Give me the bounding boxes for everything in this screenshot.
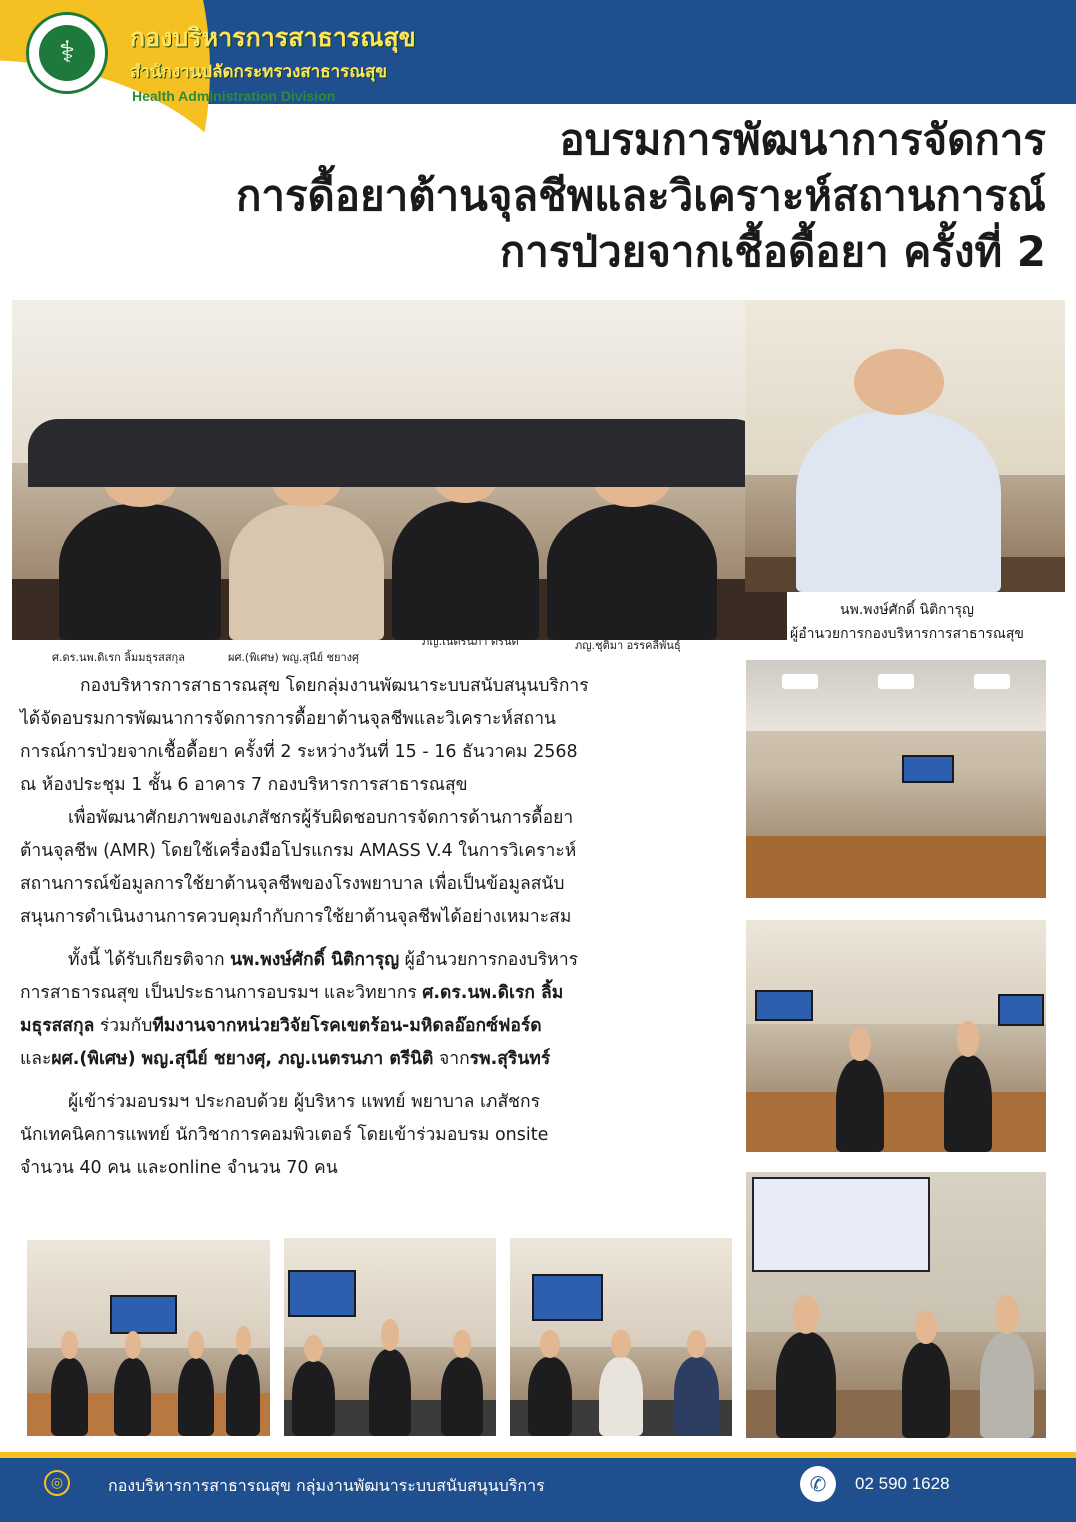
p2-line-3: สถานการณ์ข้อมูลการใช้ยาต้านจุลชีพของโรงพยาบาล เพื่อเป็นข้อมูลสนับ xyxy=(20,874,565,894)
hospital-name-bold: รพ.สุรินทร์ xyxy=(469,1049,551,1069)
caption-speaker-2: ผศ.(พิเศษ) พญ.สุนีย์ ชยางศุ xyxy=(228,651,359,664)
p2-line-1: เพื่อพัฒนาศักยภาพของเภสัชกรผู้รับผิดชอบการจัดการด้านการดื้อยา xyxy=(68,808,574,828)
globe-icon: ◎ xyxy=(44,1470,70,1496)
caption-chair xyxy=(752,598,1062,646)
p3-line-1: ทั้งนี้ ได้รับเกียรติจาก นพ.พงษ์ศักดิ์ นิติการุญ ผู้อำนวยการกองบริหาร xyxy=(68,950,579,970)
co-lecturers-bold: ผศ.(พิเศษ) พญ.สุนีย์ ชยางศุ, ภญ.เนตรนภา ตรีนิติ xyxy=(51,1049,434,1069)
photo-meeting-room-1 xyxy=(746,660,1046,898)
title-line-2: การดื้อยาต้านจุลชีพและวิเคราะห์สถานการณ์ xyxy=(235,171,1046,220)
footer-text: กองบริหารการสาธารณสุข กลุ่มงานพัฒนาระบบสนับสนุนบริการ xyxy=(108,1476,545,1495)
org-name-en: Health Administration Division xyxy=(132,88,336,104)
p4-line-2: นักเทคนิคการแพทย์ นักวิชาการคอมพิวเตอร์ โดยเข้าร่วมอบรม onsite xyxy=(20,1125,549,1145)
org-name-th: กองบริหารการสาธารณสุข xyxy=(130,23,416,52)
p2-line-2: ต้านจุลชีพ (AMR) โดยใช้เครื่องมือโปรแกรม AMASS V.4 ในการวิเคราะห์ xyxy=(20,841,577,861)
photo-team-2 xyxy=(284,1238,496,1436)
speaker-photo-2 xyxy=(229,504,384,640)
team-name-bold: ทีมงานจากหน่วยวิจัยโรคเขตร้อน-มหิดลอ๊อกซ์ฟอร์ด xyxy=(152,1016,542,1036)
title-line-1: อบรมการพัฒนาการจัดการ xyxy=(559,115,1046,164)
lecturer-name-bold: ศ.ดร.นพ.ดิเรก ลิ้ม xyxy=(422,983,564,1003)
p1-line-1: กองบริหารการสาธารณสุข โดยกลุ่มงานพัฒนาระบบสนับสนุนบริการ xyxy=(80,676,589,696)
org-parent-th: สำนักงานปลัดกระทรวงสาธารณสุข xyxy=(130,62,388,82)
caption-speaker-3: ภญ.เนตรนภา ตรีนิติ xyxy=(422,635,519,648)
title-line-3: การป่วยจากเชื้อดื้อยา ครั้งที่ 2 xyxy=(499,227,1046,276)
p3-line-3: มธุรสสกุล ร่วมกับทีมงานจากหน่วยวิจัยโรคเขตร้อน-มหิดลอ๊อกซ์ฟอร์ด xyxy=(20,1016,542,1036)
caption-speaker-4: ภญ.ชุติมา อรรคลีพันธุ์ xyxy=(575,639,681,652)
chair-name-bold: นพ.พงษ์ศักดิ์ นิติการุญ xyxy=(230,950,400,970)
p4-line-3: จำนวน 40 คน และonline จำนวน 70 คน xyxy=(20,1158,338,1178)
ministry-logo-icon: ⚕ xyxy=(26,12,108,94)
group-photo xyxy=(12,300,787,640)
phone-icon: ✆ xyxy=(800,1466,836,1502)
speaker-photo-1 xyxy=(59,504,222,640)
photo-team-1 xyxy=(27,1240,270,1436)
p4-line-1: ผู้เข้าร่วมอบรมฯ ประกอบด้วย ผู้บริหาร แพทย์ พยาบาล เภสัชกร xyxy=(68,1092,541,1112)
caption-chair-title: ผู้อำนวยการกองบริหารการสาธารณสุข xyxy=(790,626,1024,642)
p3-line-2: การสาธารณสุข เป็นประธานการอบรมฯ และวิทยากร ศ.ดร.นพ.ดิเรก ลิ้ม xyxy=(20,983,564,1003)
speaker-photo-3 xyxy=(392,501,539,640)
photo-meeting-room-2 xyxy=(746,920,1046,1152)
p1-line-3: การณ์การป่วยจากเชื้อดื้อยา ครั้งที่ 2 ระหว่างวันที่ 15 - 16 ธันวาคม 2568 xyxy=(20,742,578,762)
photo-team-3 xyxy=(510,1238,732,1436)
speaker-photo-4 xyxy=(547,504,718,640)
footer-phone: 02 590 1628 xyxy=(855,1474,950,1493)
p2-line-4: สนุนการดำเนินงานการควบคุมกำกับการใช้ยาต้านจุลชีพได้อย่างเหมาะสม xyxy=(20,907,572,927)
p1-line-4: ณ ห้องประชุม 1 ชั้น 6 อาคาร 7 กองบริหารการสาธารณสุข xyxy=(20,775,468,795)
photo-online-training xyxy=(746,1172,1046,1438)
chair-photo xyxy=(745,300,1065,592)
p1-line-2: ได้จัดอบรมการพัฒนาการจัดการการดื้อยาต้านจุลชีพและวิเคราะห์สถาน xyxy=(20,709,557,729)
article-body xyxy=(20,670,732,1185)
page-title xyxy=(86,112,1046,280)
caption-chair-name: นพ.พงษ์ศักดิ์ นิติการุญ xyxy=(840,602,974,618)
caption-speaker-1: ศ.ดร.นพ.ดิเรก ลิ้มมธุรสสกุล xyxy=(52,651,185,664)
p3-line-4: และผศ.(พิเศษ) พญ.สุนีย์ ชยางศุ, ภญ.เนตรนภา ตรีนิติ จากรพ.สุรินทร์ xyxy=(20,1049,551,1069)
